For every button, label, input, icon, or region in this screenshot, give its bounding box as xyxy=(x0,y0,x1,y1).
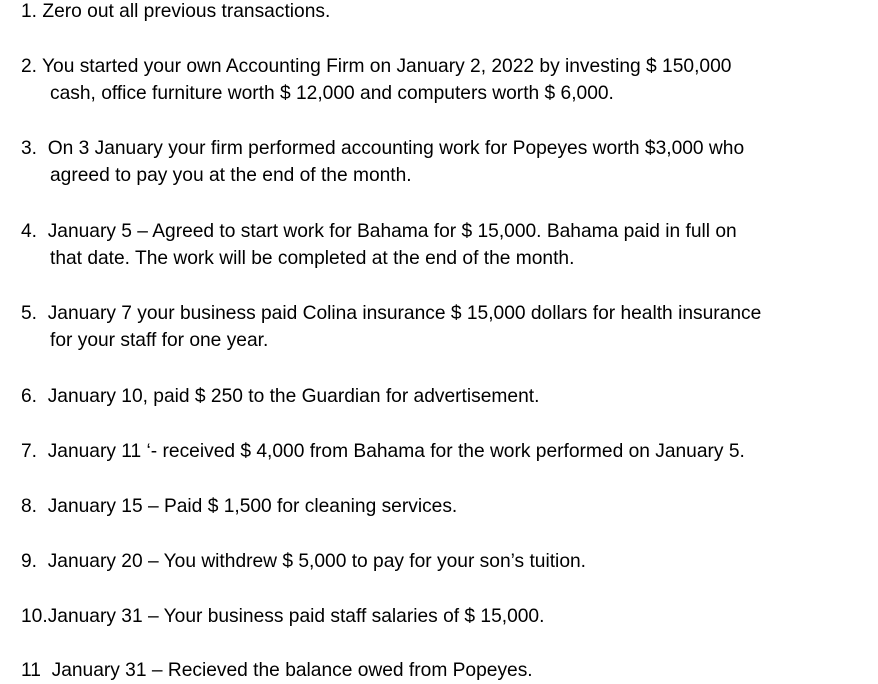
item-text-line: January 20 – You withdrew $ 5,000 to pay for your son’s tuition. xyxy=(47,551,586,572)
item-text-line: January 31 – Your business paid staff salaries of $ 15,000. xyxy=(47,606,545,627)
list-item-5 xyxy=(21,300,871,354)
item-text-line-continuation: for your staff for one year. xyxy=(50,330,269,351)
list-item-10 xyxy=(21,603,871,630)
item-number: 4. xyxy=(21,221,38,242)
list-item-9 xyxy=(21,548,871,575)
item-text-line: January 15 – Paid $ 1,500 for cleaning services. xyxy=(47,496,458,517)
item-number: 10. xyxy=(21,606,48,627)
item-number: 2. xyxy=(21,56,38,77)
list-item-3 xyxy=(21,135,871,189)
item-text-line: You started your own Accounting Firm on January 2, 2022 by investing $ 150,000 xyxy=(42,56,732,77)
item-text-line: January 11 ‘- received $ 4,000 from Bahama for the work performed on January 5. xyxy=(47,441,745,462)
list-item-4 xyxy=(21,218,871,272)
list-item-7 xyxy=(21,438,871,465)
item-text-line-continuation: cash, office furniture worth $ 12,000 and computers worth $ 6,000. xyxy=(50,83,614,104)
item-text-line: On 3 January your firm performed accounting work for Popeyes worth $3,000 who xyxy=(47,138,745,159)
list-item-2 xyxy=(21,53,871,107)
list-item-11 xyxy=(21,657,871,684)
item-text-line: January 7 your business paid Colina insurance $ 15,000 dollars for health insurance xyxy=(47,303,762,324)
item-text-line-continuation: that date. The work will be completed at the end of the month. xyxy=(50,248,575,269)
item-text-line: January 5 – Agreed to start work for Bahama for $ 15,000. Bahama paid in full on xyxy=(47,221,737,242)
item-text-line: January 31 – Recieved the balance owed from Popeyes. xyxy=(51,660,533,681)
list-item-8 xyxy=(21,493,871,520)
item-text-line: Zero out all previous transactions. xyxy=(42,1,331,22)
item-number: 8. xyxy=(21,496,38,517)
item-number: 6. xyxy=(21,386,38,407)
item-number: 3. xyxy=(21,138,38,159)
item-number: 9. xyxy=(21,551,38,572)
item-number: 11 xyxy=(21,660,41,681)
list-item-6 xyxy=(21,383,871,410)
item-number: 7. xyxy=(21,441,38,462)
item-number: 1. xyxy=(21,1,38,22)
list-item-1 xyxy=(21,0,871,25)
item-text-line: January 10, paid $ 250 to the Guardian for advertisement. xyxy=(47,386,540,407)
item-number: 5. xyxy=(21,303,38,324)
item-text-line-continuation: agreed to pay you at the end of the month. xyxy=(50,165,412,186)
